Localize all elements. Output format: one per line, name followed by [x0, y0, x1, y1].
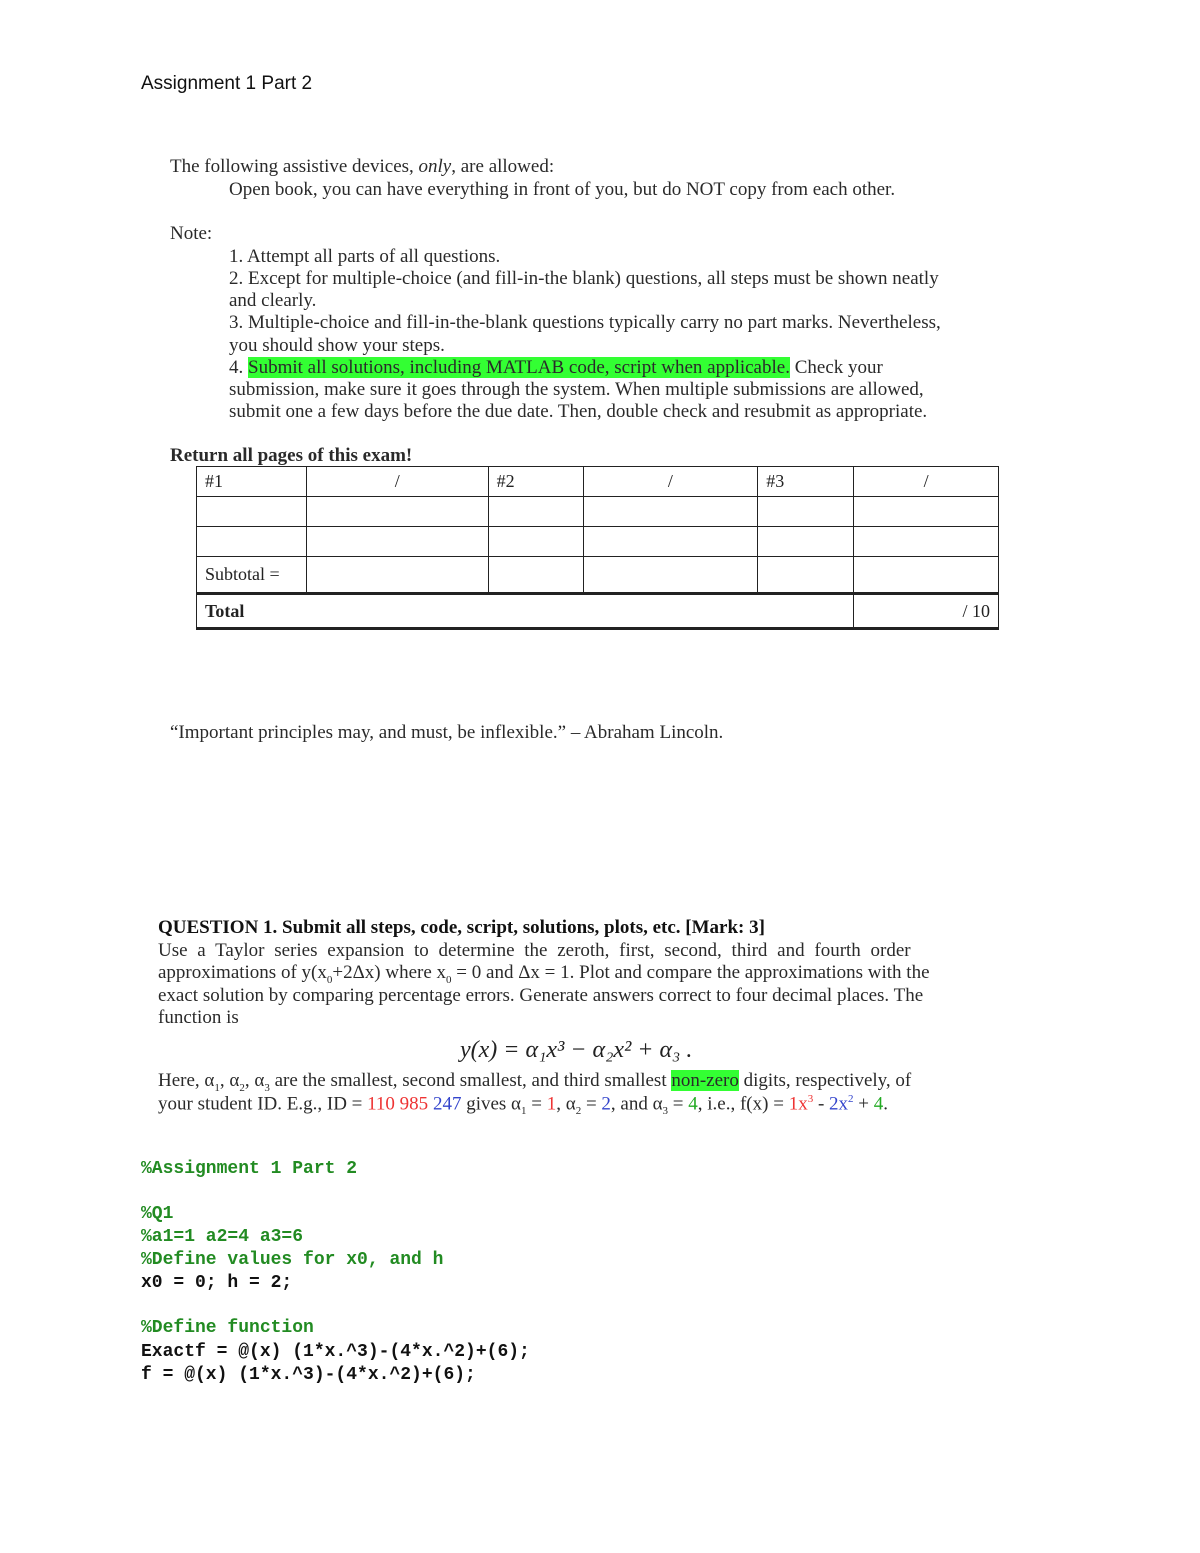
open-book-line: Open book, you can have everything in front of you, but do NOT copy from each other. [229, 179, 896, 200]
return-label: Return all pages of this exam! [170, 445, 413, 466]
table-row [197, 497, 999, 527]
marks-table [196, 466, 999, 630]
note-label: Note: [170, 223, 213, 244]
note-3a: 3. Multiple-choice and fill-in-the-blank questions typically carry no part marks. Nevertheless, [229, 312, 941, 333]
slash-q1: / [306, 467, 488, 497]
question-id-line: your student ID. E.g., ID = 110 985 247 gives $\alpha_1 = 1$, $\alpha_2 = 2$, and $\alpha_3 = 4$, i.e., $f(x) = 1x^3 - 2x^2 + 4$. [158, 1093, 888, 1118]
table-row [197, 527, 999, 557]
intro-line: The following assistive devices, only, are allowed: [170, 156, 555, 177]
subtotal-label: Subtotal = [197, 557, 307, 594]
note-1: 1. Attempt all parts of all questions. [229, 246, 501, 267]
table-row [197, 557, 999, 594]
code-comment-q1: %Q1 [141, 1204, 174, 1224]
note-4c: submit one a few days before the due date. Then, double check and resubmit as appropriate. [229, 401, 928, 422]
question-line-4: function is [158, 1007, 239, 1028]
code-comment-title: %Assignment 1 Part 2 [141, 1159, 358, 1179]
slash-q2: / [583, 467, 758, 497]
code-line-exactf: Exactf = @(x) (1*x.^3)-(4*x.^2)+(6); [141, 1342, 530, 1362]
note-2b: and clearly. [229, 290, 317, 311]
code-comment-define-values: %Define values for x0, and h [141, 1250, 444, 1270]
question-title: QUESTION 1. Submit all steps, code, script, solutions, plots, etc. [Mark: 3] [158, 917, 765, 938]
page-header: Assignment 1 Part 2 [141, 73, 313, 94]
header-q3: #3 [758, 467, 854, 497]
highlight-non-zero: non-zero [671, 1070, 739, 1091]
question-line-2: approximations of $y(x_0+2\Delta x)$ where $x_0 = 0$ and Δx = 1. Plot and compare the approximations with the [158, 962, 930, 986]
question-line-1: Use a Taylor series expansion to determine the zeroth, first, second, third and fourth order [158, 940, 911, 961]
question-line-3: exact solution by comparing percentage errors. Generate answers correct to four decimal places. The [158, 985, 924, 1006]
code-line-values: x0 = 0; h = 2; [141, 1273, 293, 1293]
code-comment-define-function: %Define function [141, 1318, 314, 1338]
note-2a: 2. Except for multiple-choice (and fill-in-the blank) questions, all steps must be shown neatly [229, 268, 939, 289]
highlight-submit: Submit all solutions, including MATLAB code, script when applicable. [248, 357, 790, 378]
slash-q3: / [854, 467, 999, 497]
total-row [197, 594, 999, 629]
header-q2: #2 [488, 467, 583, 497]
total-value: / 10 [854, 594, 999, 629]
header-q1: #1 [197, 467, 307, 497]
note-3b: you should show your steps. [229, 335, 445, 356]
question-here-line: Here, $\alpha_1$, $\alpha_2$, $\alpha_3$ are the smallest, second smallest, and third smallest non-zero digits, respectively, of [158, 1070, 912, 1094]
function-equation: y(x) = α₁x³ − α₂x² + α₃ . [460, 1037, 693, 1063]
total-label: Total [197, 594, 854, 629]
code-line-f: f = @(x) (1*x.^3)-(4*x.^2)+(6); [141, 1365, 476, 1385]
table-row [197, 467, 999, 497]
note-4b: submission, make sure it goes through the system. When multiple submissions are allowed, [229, 379, 924, 400]
lincoln-quote: “Important principles may, and must, be inflexible.” – Abraham Lincoln. [170, 722, 724, 743]
note-4a: 4. Submit all solutions, including MATLAB code, script when applicable. Check your [229, 357, 883, 378]
code-comment-coeffs: %a1=1 a2=4 a3=6 [141, 1227, 304, 1247]
